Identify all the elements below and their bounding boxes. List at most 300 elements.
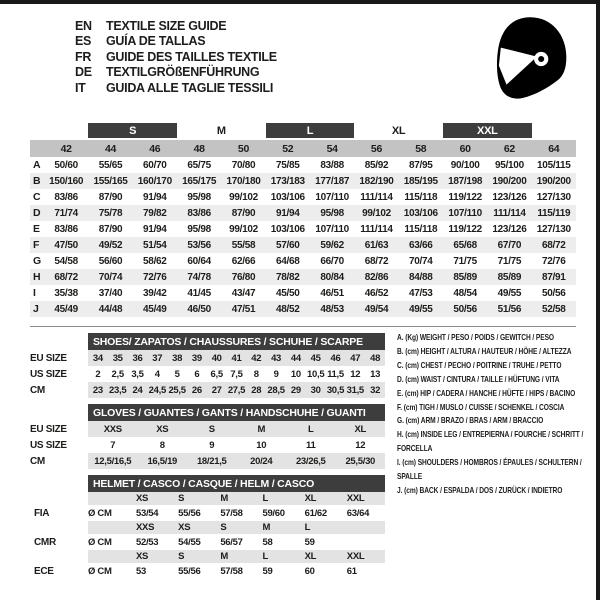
- row-label: US SIZE: [30, 439, 67, 451]
- measure-value: 103/106: [399, 205, 443, 221]
- measure-value: 46/51: [320, 287, 344, 299]
- title-line: [75, 65, 277, 80]
- label-spacer: [30, 521, 88, 534]
- cell-value: XL: [336, 421, 386, 437]
- helmet-size-label: XXL: [343, 550, 385, 563]
- gloves-size-table: [30, 404, 385, 469]
- size-group-s: S: [88, 123, 177, 139]
- standard-label: FIA: [34, 507, 50, 519]
- measure-value: 119/122: [448, 191, 482, 203]
- measure-value: 50/60: [54, 159, 78, 171]
- measure-value: 45/50: [276, 287, 300, 299]
- title-text: TEXTILE SIZE GUIDE: [106, 19, 227, 33]
- measure-value: 45/49: [44, 301, 88, 317]
- row-label: EU SIZE: [30, 423, 67, 435]
- helmet-value: [343, 534, 385, 550]
- diameter-unit-label: Ø CM: [88, 536, 112, 548]
- measure-value: 107/110: [443, 205, 487, 221]
- helmet-value: 63/64: [346, 507, 370, 519]
- measure-value: 75/85: [276, 159, 300, 171]
- measure-row: [30, 157, 576, 173]
- measure-value: 70/80: [231, 159, 256, 171]
- measure-value: 64/68: [276, 255, 300, 267]
- cell-value: 11,5: [327, 368, 344, 380]
- helmet-value-row: [30, 534, 385, 550]
- full-face-helmet-icon: [478, 10, 573, 108]
- measure-row: [30, 237, 576, 253]
- size-number: 48: [177, 139, 221, 157]
- measure-value: 105/115: [537, 159, 571, 171]
- measure-letter: I: [33, 287, 36, 299]
- measure-row: [30, 221, 576, 237]
- measure-value: 45/49: [133, 301, 177, 317]
- top-border-bar: [0, 0, 600, 4]
- measure-value: 95/98: [187, 191, 211, 203]
- measure-value: 79/82: [133, 205, 177, 221]
- measure-value: 95/98: [187, 223, 211, 235]
- measure-value: 35/38: [54, 287, 78, 299]
- measure-value: 170/180: [221, 173, 265, 189]
- measure-value: 68/72: [532, 237, 576, 253]
- cell-value: 9: [209, 439, 215, 451]
- helmet-size-label: L: [301, 521, 343, 534]
- size-number: 52: [266, 139, 310, 157]
- measure-value: 71/74: [44, 205, 88, 221]
- measure-value: 187/198: [443, 173, 487, 189]
- language-code: ES: [75, 34, 92, 49]
- helmet-size-row: [30, 550, 385, 563]
- cell-value: 9: [273, 368, 279, 380]
- cell-value: 2,5: [111, 368, 124, 380]
- sub-row: [30, 382, 385, 398]
- helmet-size-label: S: [174, 492, 216, 505]
- title-block: [75, 19, 277, 96]
- legend-item: A. (Kg) WEIGHT / PESO / POIDS / GEWITCH / PESO: [397, 332, 555, 342]
- label-spacer: [30, 333, 88, 350]
- standard-label: ECE: [34, 565, 54, 577]
- helmet-size-label: [343, 521, 385, 534]
- helmet-value: 59: [262, 565, 273, 577]
- cell-value: XXS: [88, 421, 138, 437]
- measure-value: 83/86: [54, 191, 78, 203]
- row-label: CM: [30, 384, 45, 396]
- measure-value: 60/64: [187, 255, 211, 267]
- measure-value: 87/90: [98, 191, 123, 203]
- measure-value: 58/62: [143, 255, 167, 267]
- measure-value: 47/53: [409, 287, 433, 299]
- measure-value: 68/72: [364, 255, 389, 267]
- measure-value: 68/72: [44, 269, 88, 285]
- helmet-value: 58: [262, 536, 273, 548]
- helmet-size-label: XS: [132, 492, 174, 505]
- sub-header-row: [30, 475, 385, 492]
- title-line: [75, 81, 277, 96]
- cell-value: 23/26,5: [286, 453, 336, 469]
- helmet-size-table: [30, 475, 385, 579]
- measure-row: [30, 253, 576, 269]
- measure-value: 44/48: [88, 301, 132, 317]
- cell-value: 10: [256, 439, 267, 451]
- measure-value: 47/51: [221, 301, 265, 317]
- measure-value: 57/60: [266, 237, 310, 253]
- measure-value: 43/47: [231, 287, 256, 299]
- measure-letter: F: [30, 237, 44, 253]
- measure-value: 51/54: [133, 237, 177, 253]
- diameter-unit-label: Ø CM: [88, 507, 112, 519]
- helmet-size-label: M: [216, 492, 258, 505]
- cell-value: 29: [286, 382, 306, 398]
- legend-item: H. (cm) INSIDE LEG / ENTREPIERNA / FOURCHE / SCHRITT / FORCELLA: [397, 429, 584, 454]
- measure-letter: C: [33, 191, 41, 203]
- measure-letter: J: [30, 301, 44, 317]
- legend-item: I. (cm) SHOULDERS / HOMBROS / ÉPAULES / SCHULTERN / SPALLE: [397, 457, 582, 482]
- measure-value: 37/40: [98, 287, 123, 299]
- measure-value: 55/58: [221, 237, 265, 253]
- helmet-value: 55/56: [178, 565, 201, 577]
- cell-value: 37: [147, 350, 167, 366]
- helmet-size-label: XXS: [132, 521, 174, 534]
- size-group-row: [30, 123, 576, 139]
- cell-value: 5: [174, 368, 180, 380]
- helmet-value: 52/53: [136, 536, 159, 548]
- cell-value: 24: [128, 382, 148, 398]
- cell-value: 12: [355, 439, 366, 451]
- measure-row: [30, 269, 576, 285]
- size-group-xxl: XXL: [443, 123, 532, 139]
- measure-value: 54/58: [54, 255, 78, 267]
- measure-letter: E: [33, 223, 40, 235]
- cell-value: 2: [95, 368, 101, 380]
- section-divider-line: [30, 326, 576, 327]
- cell-value: 8: [159, 439, 165, 451]
- cell-value: 42: [246, 350, 266, 366]
- helmet-value: 57/58: [220, 565, 243, 577]
- helmet-size-row: [30, 521, 385, 534]
- sub-header-row: [30, 404, 385, 421]
- measure-value: 49/54: [354, 301, 398, 317]
- measure-value: 103/106: [270, 223, 305, 235]
- helmet-size-row: [30, 492, 385, 505]
- cell-value: 45: [306, 350, 326, 366]
- cell-value: 7,5: [230, 368, 243, 380]
- unit-spacer: [88, 550, 132, 563]
- size-group-m: M: [177, 123, 266, 139]
- measure-value: 53/56: [177, 237, 221, 253]
- measure-value: 75/78: [88, 205, 132, 221]
- size-number: 44: [88, 139, 132, 157]
- sub-row: [30, 437, 385, 453]
- cell-value: 44: [286, 350, 306, 366]
- sub-header-row: [30, 333, 385, 350]
- helmet-value: 54/55: [178, 536, 201, 548]
- measure-value: 49/55: [497, 287, 522, 299]
- measure-value: 190/200: [532, 173, 576, 189]
- cell-value: 18/21,5: [187, 453, 237, 469]
- cell-value: 25,5/30: [336, 453, 386, 469]
- measure-value: 49/55: [399, 301, 443, 317]
- measure-value: 95/100: [495, 159, 524, 171]
- measure-value: 50/56: [443, 301, 487, 317]
- sub-table-title: SHOES/ ZAPATOS / CHAUSSURES / SCHUHE / SCARPE: [88, 333, 385, 350]
- cell-value: 6: [194, 368, 200, 380]
- cell-value: 39: [187, 350, 207, 366]
- helmet-size-label: L: [258, 492, 300, 505]
- measure-value: 65/75: [187, 159, 211, 171]
- sub-row: [30, 453, 385, 469]
- cell-value: L: [286, 421, 336, 437]
- cell-value: 23: [88, 382, 108, 398]
- helmet-size-label: XS: [132, 550, 174, 563]
- measure-value: 52/58: [532, 301, 576, 317]
- size-number: 46: [133, 139, 177, 157]
- measure-value: 127/130: [536, 223, 571, 235]
- measure-value: 46/52: [364, 287, 389, 299]
- cell-value: 24,5: [147, 382, 167, 398]
- measure-letter: D: [30, 205, 44, 221]
- right-border-bar: [596, 0, 600, 600]
- helmet-value: 61/62: [304, 507, 327, 519]
- measure-value: 74/78: [177, 269, 221, 285]
- measure-letter: B: [30, 173, 44, 189]
- cell-value: 35: [108, 350, 128, 366]
- measure-value: 83/86: [54, 223, 78, 235]
- label-spacer: [30, 492, 88, 505]
- size-number: 42: [44, 139, 88, 157]
- measure-value: 85/92: [364, 159, 389, 171]
- title-text: GUÍA DE TALLAS: [106, 34, 206, 49]
- measure-value: 160/170: [133, 173, 177, 189]
- measure-value: 185/195: [399, 173, 443, 189]
- cell-value: M: [237, 421, 287, 437]
- cell-value: 43: [266, 350, 286, 366]
- measure-value: 173/183: [266, 173, 310, 189]
- measure-value: 107/110: [315, 223, 349, 235]
- title-text: GUIDE DES TAILLES TEXTILE: [106, 49, 277, 64]
- language-code: DE: [75, 65, 92, 80]
- size-number: 54: [310, 139, 354, 157]
- helmet-size-label: XL: [301, 550, 343, 563]
- cell-value: 13: [370, 368, 381, 380]
- helmet-value: 57/58: [220, 507, 243, 519]
- helmet-value: 55/56: [178, 507, 201, 519]
- measure-value: 99/102: [229, 191, 258, 203]
- measure-value: 66/70: [320, 255, 344, 267]
- measure-value: 90/100: [450, 159, 480, 171]
- measure-value: 83/88: [320, 159, 344, 171]
- helmet-size-label: XXL: [343, 492, 385, 505]
- measure-value: 190/200: [487, 173, 531, 189]
- legend-item: C. (cm) CHEST / PECHO / POITRINE / TRUHE / PETTO: [397, 359, 562, 370]
- label-spacer: [30, 404, 88, 421]
- measure-value: 85/89: [443, 269, 487, 285]
- row-label: US SIZE: [30, 368, 67, 380]
- size-number: 50: [221, 139, 265, 157]
- title-text: GUIDA ALLE TAGLIE TESSILI: [106, 80, 274, 95]
- measure-value: 91/94: [266, 205, 310, 221]
- cell-value: 32: [365, 382, 385, 398]
- cell-value: 30,5: [326, 382, 346, 398]
- measure-value: 41/45: [187, 287, 211, 299]
- sub-row: [30, 421, 385, 437]
- measure-value: 115/118: [404, 191, 438, 203]
- sub-row: [30, 350, 385, 366]
- measure-value: 56/60: [98, 255, 123, 267]
- measure-value: 65/68: [443, 237, 487, 253]
- measure-value: 72/76: [542, 255, 566, 267]
- measure-letter: A: [33, 159, 41, 171]
- legend-item: G. (cm) ARM / BRAZO / BRAS / ARM / BRACCIO: [397, 415, 544, 426]
- sub-table-title: GLOVES / GUANTES / GANTS / HANDSCHUHE / GUANTI: [88, 404, 385, 421]
- language-code: IT: [75, 80, 86, 95]
- title-line: [75, 19, 277, 34]
- cell-value: 30: [306, 382, 326, 398]
- measure-row: [30, 285, 576, 301]
- measure-value: 182/190: [354, 173, 398, 189]
- cell-value: 28: [246, 382, 266, 398]
- measure-value: 99/102: [354, 205, 398, 221]
- cell-value: 8: [253, 368, 259, 380]
- size-number: 62: [487, 139, 531, 157]
- unit-spacer: [88, 492, 132, 505]
- cell-value: 36: [128, 350, 148, 366]
- measure-value: 155/165: [88, 173, 132, 189]
- cell-value: 40: [207, 350, 227, 366]
- standard-label: CMR: [34, 536, 56, 548]
- helmet-value: 59/60: [262, 507, 285, 519]
- cell-value: 12,5/16,5: [88, 453, 138, 469]
- size-group-empty: [44, 123, 88, 139]
- cell-value: 10,5: [307, 368, 325, 380]
- measure-value: 85/89: [487, 269, 531, 285]
- cell-value: 7: [110, 439, 116, 451]
- measure-letter: G: [33, 255, 41, 267]
- cell-value: 11: [306, 439, 316, 451]
- cell-value: S: [187, 421, 237, 437]
- unit-spacer: [88, 521, 132, 534]
- measure-value: 39/42: [143, 287, 167, 299]
- row-label: EU SIZE: [30, 352, 67, 364]
- cell-value: 34: [88, 350, 108, 366]
- measure-value: 119/122: [448, 223, 482, 235]
- row-label: CM: [30, 455, 45, 467]
- shoes-size-table: [30, 333, 385, 398]
- cell-value: 46: [326, 350, 346, 366]
- cell-value: 27: [207, 382, 227, 398]
- helmet-value: 56/57: [220, 536, 243, 548]
- measure-value: 177/187: [310, 173, 354, 189]
- measure-value: 111/114: [360, 223, 393, 235]
- cell-value: 48: [365, 350, 385, 366]
- cell-value: 28,5: [266, 382, 286, 398]
- measure-value: 103/106: [270, 191, 305, 203]
- cell-value: 38: [167, 350, 187, 366]
- cell-value: 26: [187, 382, 207, 398]
- measure-value: 48/52: [266, 301, 310, 317]
- measurement-legend: [397, 331, 593, 498]
- size-number: 64: [532, 139, 576, 157]
- title-text: TEXTILGRÖßENFÜHRUNG: [106, 65, 260, 80]
- cell-value: 12: [350, 368, 361, 380]
- measure-value: 123/126: [492, 223, 527, 235]
- measure-value: 46/50: [177, 301, 221, 317]
- measure-row: [30, 301, 576, 317]
- measure-row: [30, 189, 576, 205]
- helmet-size-label: M: [258, 521, 300, 534]
- measure-value: 60/70: [143, 159, 167, 171]
- measure-value: 71/75: [453, 255, 477, 267]
- size-number: 60: [443, 139, 487, 157]
- measure-value: 61/63: [354, 237, 398, 253]
- diameter-unit-label: Ø CM: [88, 565, 112, 577]
- measure-value: 95/98: [310, 205, 354, 221]
- cell-value: 6,5: [210, 368, 223, 380]
- measure-value: 115/119: [532, 205, 576, 221]
- measure-value: 99/102: [229, 223, 258, 235]
- label-spacer: [30, 475, 88, 492]
- measure-value: 50/56: [542, 287, 566, 299]
- cell-value: 47: [345, 350, 365, 366]
- title-line: [75, 34, 277, 49]
- size-number-row: [30, 139, 576, 157]
- measure-row: [30, 173, 576, 189]
- measure-value: 48/53: [310, 301, 354, 317]
- measure-value: 127/130: [536, 191, 571, 203]
- title-line: [75, 50, 277, 65]
- measure-value: 82/86: [354, 269, 398, 285]
- measure-value: 111/114: [487, 205, 531, 221]
- measure-value: 51/56: [487, 301, 531, 317]
- size-group-xl: XL: [354, 123, 443, 139]
- measure-value: 76/80: [221, 269, 265, 285]
- corner-cell: [30, 123, 44, 139]
- helmet-value: 61: [346, 565, 357, 577]
- legend-item: B. (cm) HEIGHT / ALTURA / HAUTEUR / HÖHE / ALTEZZA: [397, 345, 572, 356]
- measure-value: 165/175: [177, 173, 221, 189]
- measure-value: 123/126: [492, 191, 527, 203]
- cell-value: 41: [227, 350, 247, 366]
- legend-item: J. (cm) BACK / ESPALDA / DOS / ZURÜCK / INDIETRO: [397, 484, 563, 495]
- helmet-value-row: [30, 505, 385, 521]
- cell-value: 10: [290, 368, 301, 380]
- cell-value: XS: [138, 421, 188, 437]
- helmet-value: 53: [136, 565, 146, 577]
- size-number: 56: [354, 139, 398, 157]
- sub-table-title: HELMET / CASCO / CASQUE / HELM / CASCO: [88, 475, 385, 492]
- sub-row: [30, 366, 385, 382]
- size-group-l: L: [266, 123, 355, 139]
- legend-item: E. (cm) HIP / CADERA / HANCHE / HÜFTE / HIPS / BACINO: [397, 387, 576, 398]
- helmet-size-label: S: [174, 550, 216, 563]
- measure-value: 83/86: [177, 205, 221, 221]
- measure-value: 78/82: [266, 269, 310, 285]
- measure-value: 70/74: [88, 269, 132, 285]
- language-code: EN: [75, 19, 92, 33]
- measure-value: 87/95: [409, 159, 433, 171]
- measure-value: 107/110: [315, 191, 349, 203]
- size-number: 58: [399, 139, 443, 157]
- helmet-size-label: XS: [174, 521, 216, 534]
- measure-value: 91/94: [143, 191, 167, 203]
- corner-cell: [30, 139, 44, 157]
- helmet-size-label: L: [258, 550, 300, 563]
- measure-value: 70/74: [409, 255, 433, 267]
- measure-value: 59/62: [310, 237, 354, 253]
- legend-item: D. (cm) WAIST / CINTURA / TAILLE / HÜFTUNG / VITA: [397, 373, 560, 384]
- cell-value: 3,5: [131, 368, 144, 380]
- helmet-size-label: S: [216, 521, 258, 534]
- measure-value: 62/66: [231, 255, 256, 267]
- size-group-empty: [532, 123, 576, 139]
